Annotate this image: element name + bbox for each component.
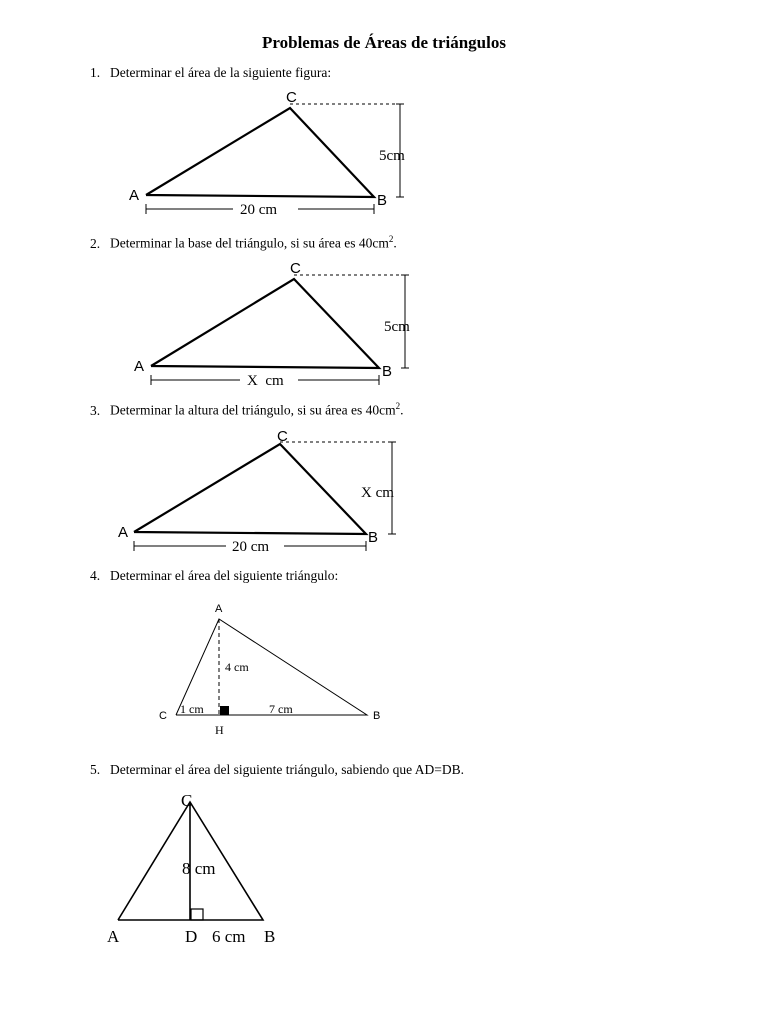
vertex-label-a: A	[129, 187, 140, 204]
question-text-end: .	[400, 402, 404, 418]
vertex-label-c: C	[290, 260, 301, 277]
vertex-label-c: C	[181, 791, 193, 810]
base-label: 20 cm	[232, 539, 270, 555]
vertex-label-c: C	[277, 428, 288, 445]
page-title: Problemas de Áreas de triángulos	[262, 33, 506, 52]
vertex-label-a: A	[107, 927, 120, 946]
question-number: 3.	[90, 402, 101, 418]
triangle-outline	[134, 444, 366, 534]
vertex-label-b: B	[382, 363, 393, 380]
question-number: 2.	[90, 235, 101, 251]
question-number: 4.	[90, 568, 101, 583]
right-angle-marker	[191, 909, 203, 920]
height-label: 8 cm	[182, 859, 216, 878]
question-text-end: .	[393, 235, 397, 251]
height-label: 5cm	[379, 148, 405, 164]
right-segment-label: 7 cm	[269, 702, 293, 716]
figure-5-triangle	[107, 791, 275, 946]
superscript: 2	[395, 401, 401, 411]
vertex-label-b: B	[377, 192, 388, 209]
triangle-outline	[151, 279, 379, 368]
question-number: 1.	[90, 65, 101, 80]
vertex-label-b: B	[264, 927, 276, 946]
question-number: 5.	[90, 762, 101, 777]
figure-1-triangle	[129, 89, 405, 218]
height-label: 5cm	[384, 319, 410, 335]
figure-3-triangle	[118, 428, 396, 555]
question-text: Determinar la base del triángulo, si su área es 40cm	[110, 235, 389, 251]
question-text: Determinar el área del siguiente triángulo, sabiendo que AD=DB.	[110, 762, 465, 777]
vertex-label-b: B	[368, 529, 379, 546]
superscript: 2	[388, 234, 394, 244]
height-label: 4 cm	[225, 660, 249, 674]
half-base-label: 6 cm	[212, 927, 246, 946]
question-text: Determinar el área de la siguiente figura:	[110, 65, 332, 80]
triangle-outline	[176, 619, 367, 715]
vertex-label-c: C	[286, 89, 297, 106]
figure-2-triangle	[134, 260, 410, 389]
vertex-label-a: A	[134, 358, 145, 375]
question-text: Determinar la altura del triángulo, si su área es 40cm	[110, 402, 396, 418]
vertex-label-c: C	[159, 710, 167, 722]
base-label: X cm	[247, 373, 284, 389]
vertex-label-b: B	[373, 710, 381, 722]
vertex-label-a: A	[215, 603, 223, 615]
vertex-label-a: A	[118, 524, 129, 541]
left-segment-label: 1 cm	[180, 702, 204, 716]
question-text: Determinar el área del siguiente triángulo:	[110, 568, 339, 583]
triangle-outline	[146, 108, 374, 197]
point-label-d: D	[185, 927, 198, 946]
height-label: X cm	[361, 485, 394, 501]
foot-label-h: H	[215, 723, 224, 737]
right-angle-marker	[220, 706, 229, 715]
figure-4-triangle	[159, 603, 380, 737]
base-label: 20 cm	[240, 202, 278, 218]
